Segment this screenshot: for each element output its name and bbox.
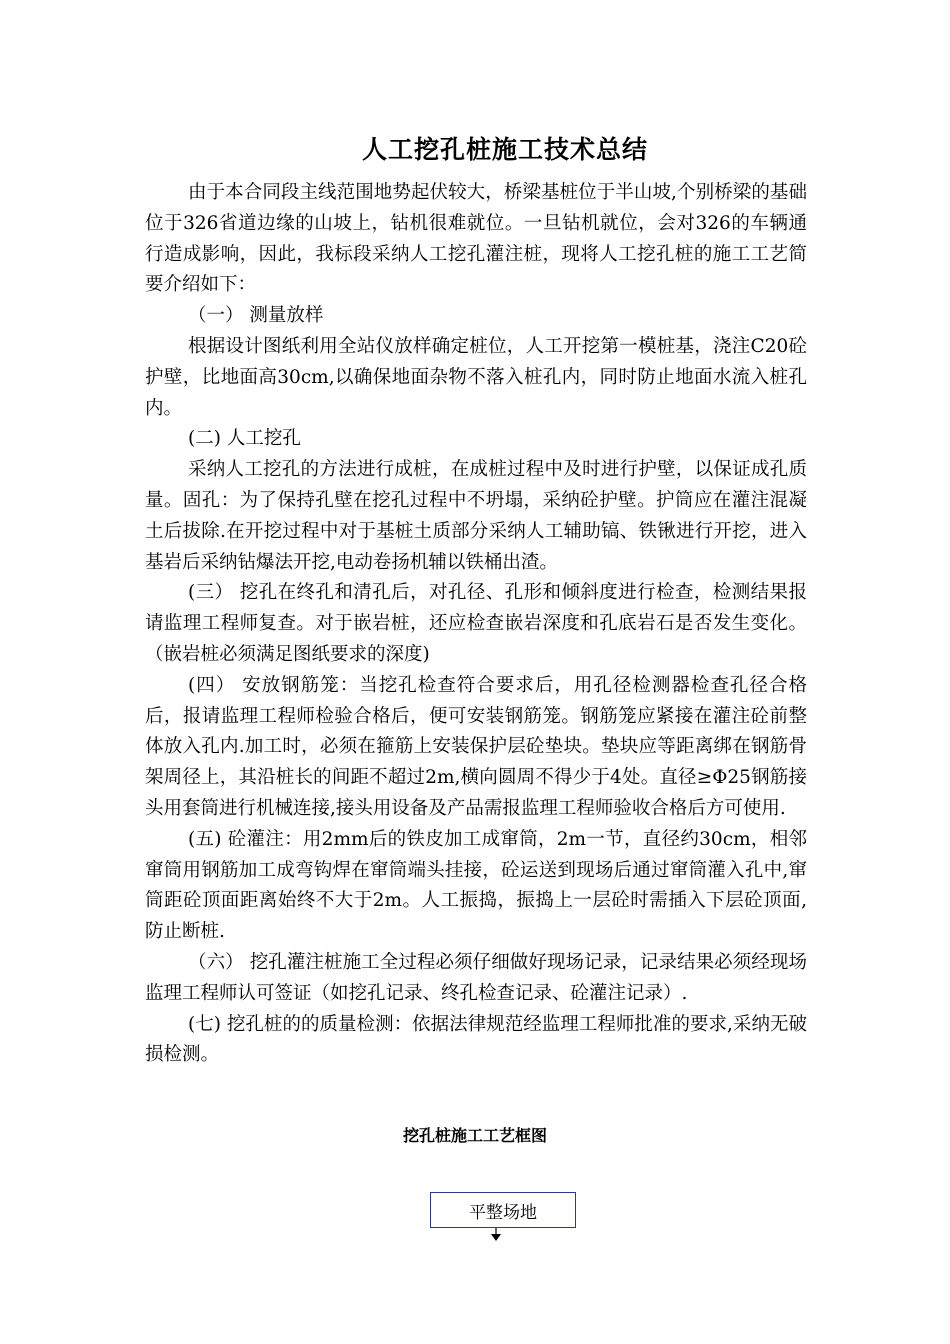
- flowchart-arrow-down-icon: [490, 1228, 502, 1242]
- flowchart-step-label: 平整场地: [469, 1202, 537, 1223]
- flowchart-title: 挖孔桩施工工艺框图: [402, 1126, 547, 1145]
- paragraph-7: (七) 挖孔桩的的质量检测：依据法律规范经监理工程师批准的要求,采纳无破损检测。: [145, 1013, 807, 1066]
- document-body: [145, 178, 807, 1071]
- paragraph-5: (五) 砼灌注：用2mm后的铁皮加工成窜筒，2m一节，直径约30cm，相邻窜筒用钢筋加工成弯钩焊在窜筒端头挂接，砼运送到现场后通过窜筒灌入孔中,窜筒距砼顶面距离始终不大于2m。人工振捣，振捣上一层砼时需插入下层砼顶面,防止断桩.: [145, 828, 807, 943]
- section-heading-2: (二) 人工挖孔: [188, 428, 301, 450]
- paragraph-3: (三） 挖孔在终孔和清孔后，对孔径、孔形和倾斜度进行检查，检测结果报请监理工程师复查。对于嵌岩桩，还应检查嵌岩深度和孔底岩石是否发生变化。（嵌岩桩必须满足图纸要求的深度): [145, 582, 807, 665]
- paragraph-2: 采纳人工挖孔的方法进行成桩，在成桩过程中及时进行护壁，以保证成孔质量。固孔：为了保持孔壁在挖孔过程中不坍塌，采纳砼护壁。护筒应在灌注混凝土后拔除.在开挖过程中对于基桩土质部分采纳人工辅助镐、铁锹进行开挖，进入基岩后采纳钻爆法开挖,电动卷扬机辅以铁桶出渣。: [145, 459, 807, 573]
- paragraph-1: 根据设计图纸利用全站仪放样确定桩位，人工开挖第一模桩基，浇注C20砼护壁，比地面高30cm,以确保地面杂物不落入桩孔内，同时防止地面水流入桩孔内。: [145, 335, 807, 419]
- document-title: 人工挖孔桩施工技术总结: [361, 135, 648, 164]
- paragraph-4: (四） 安放钢筋笼：当挖孔检查符合要求后，用孔径检测器检查孔径合格后，报请监理工程师检验合格后，便可安装钢筋笼。钢筋笼应紧接在灌注砼前整体放入孔内.加工时，必须在箍筋上安装保护层砼垫块。垫块应等距离绑在钢筋骨架周径上，其沿桩长的间距不超过2m,横向圆周不得少于4处。直径≥Φ25钢筋接头用套筒进行机械连接,接头用设备及产品需报监理工程师验收合格后方可使用.: [145, 674, 807, 819]
- paragraph-6: （六） 挖孔灌注桩施工全过程必须仔细做好现场记录，记录结果必须经现场监理工程师认可签证（如挖孔记录、终孔检查记录、砼灌注记录）.: [145, 951, 807, 1004]
- section-heading-1: （一） 测量放样: [188, 305, 324, 327]
- paragraph-intro: 由于本合同段主线范围地势起伏较大，桥梁基桩位于半山坡,个别桥梁的基础位于326省道边缘的山坡上，钻机很难就位。一旦钻机就位，会对326的车辆通行造成影响，因此，我标段采纳人工挖孔灌注桩，现将人工挖孔桩的施工工艺简要介绍如下：: [145, 182, 807, 296]
- flowchart-step-box: [430, 1192, 576, 1228]
